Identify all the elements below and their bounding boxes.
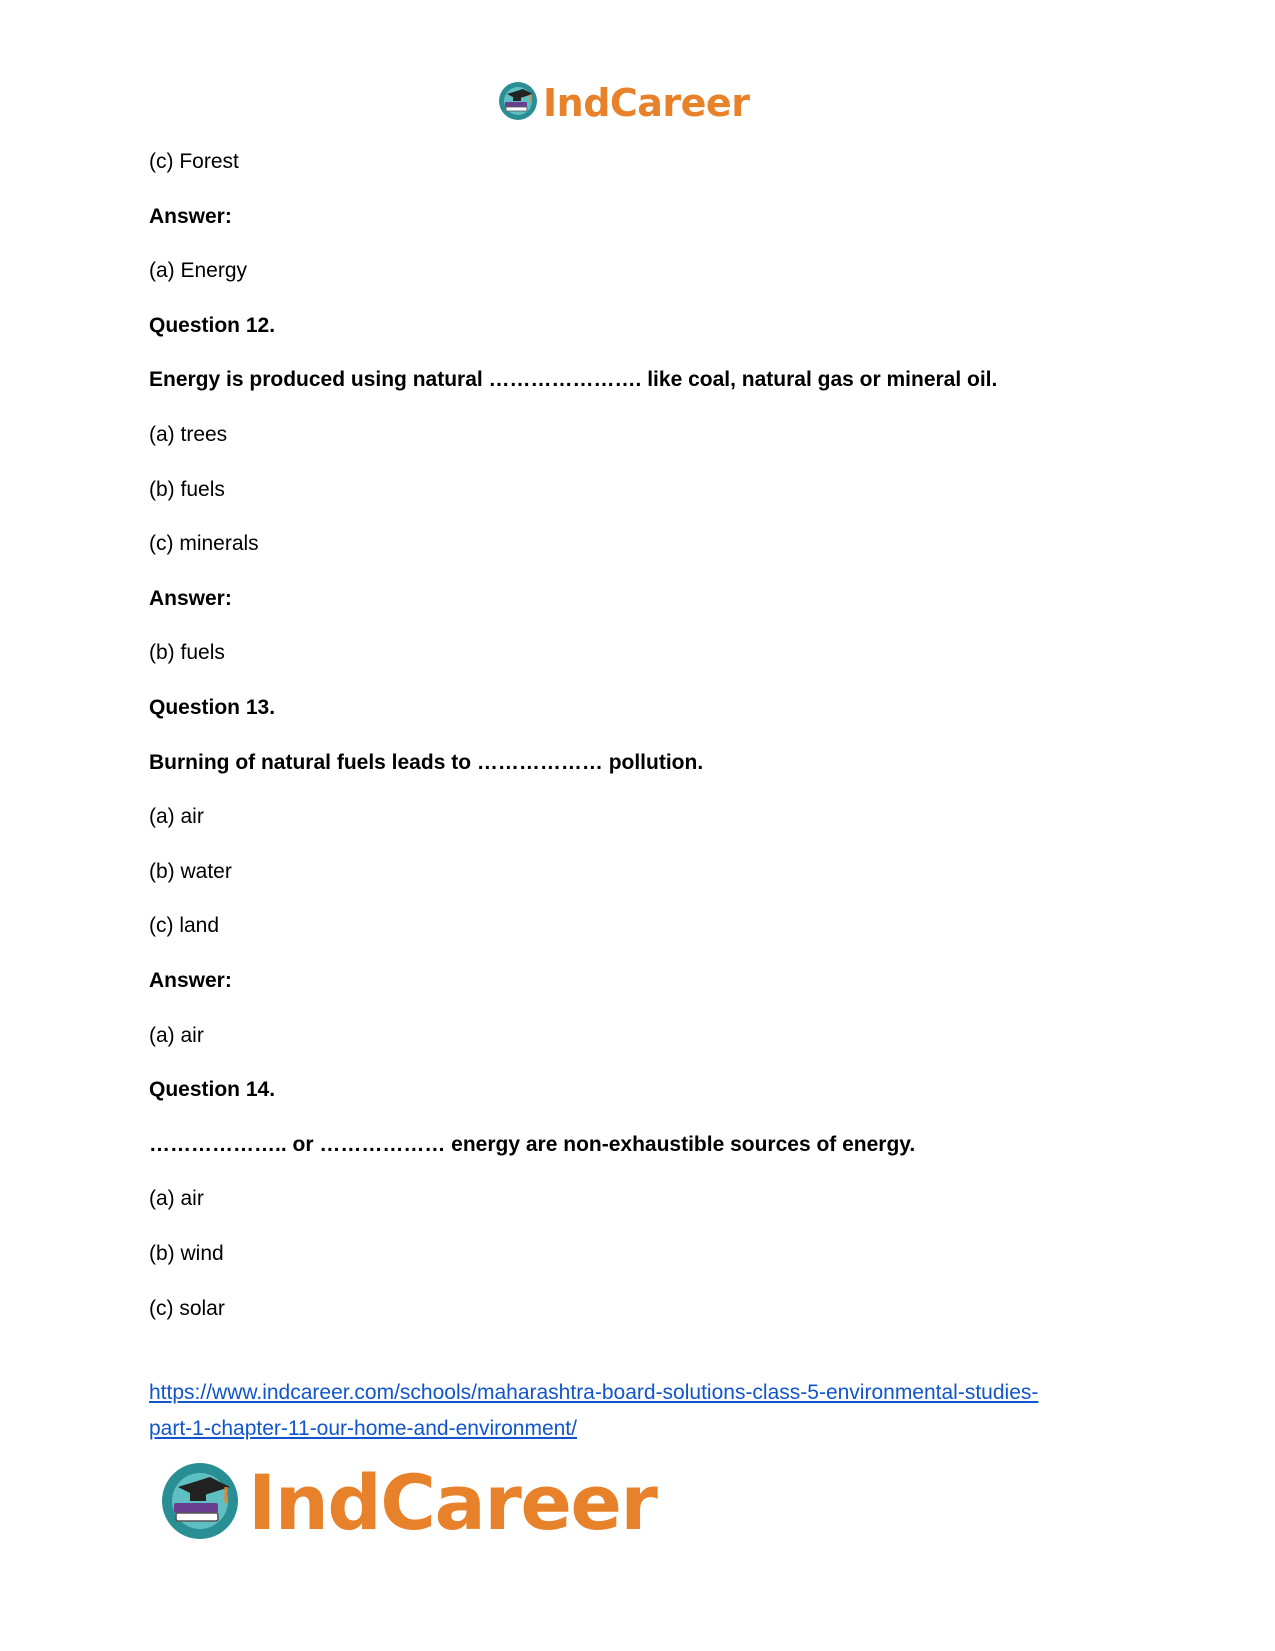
text-line: (b) water	[149, 860, 232, 883]
bold-text-line: Energy is produced using natural …………………. like coal, natural gas or mineral oil.	[149, 368, 998, 391]
source-link-line-2[interactable]: part-1-chapter-11-our-home-and-environment/	[149, 1417, 577, 1440]
source-link[interactable]	[149, 1375, 1149, 1447]
text-line: (c) minerals	[149, 532, 259, 555]
text-line: (b) fuels	[149, 641, 225, 664]
footer-logo-text: IndCareer	[248, 1458, 657, 1547]
header-logo	[497, 78, 767, 128]
text-line: (a) air	[149, 1024, 204, 1047]
text-line: (b) wind	[149, 1242, 224, 1265]
bold-text-line: Burning of natural fuels leads to ……………… pollution.	[149, 751, 704, 774]
graduation-book-icon	[158, 1459, 242, 1548]
text-line: (a) Energy	[149, 259, 248, 282]
text-line: (a) trees	[149, 423, 228, 446]
text-line: (c) solar	[149, 1297, 225, 1320]
footer-logo	[158, 1458, 698, 1548]
text-line: (b) fuels	[149, 478, 225, 501]
bold-text-line: Question 14.	[149, 1078, 276, 1101]
bold-text-line: Answer:	[149, 587, 232, 610]
bold-text-line: Question 13.	[149, 696, 276, 719]
text-line: (a) air	[149, 805, 204, 828]
header-logo-text: IndCareer	[543, 81, 750, 125]
graduation-book-icon	[497, 80, 539, 127]
bold-text-line: Answer:	[149, 969, 232, 992]
bold-text-line: Question 12.	[149, 314, 276, 337]
source-link-line-1[interactable]: https://www.indcareer.com/schools/maharashtra-board-solutions-class-5-environmental-studies-	[149, 1381, 1039, 1404]
text-line: (a) air	[149, 1187, 204, 1210]
text-line: (c) land	[149, 914, 220, 937]
bold-text-line: Answer:	[149, 205, 232, 228]
text-line: (c) Forest	[149, 150, 239, 173]
bold-text-line: ……………….. or ……………… energy are non-exhaustible sources of energy.	[149, 1133, 916, 1156]
